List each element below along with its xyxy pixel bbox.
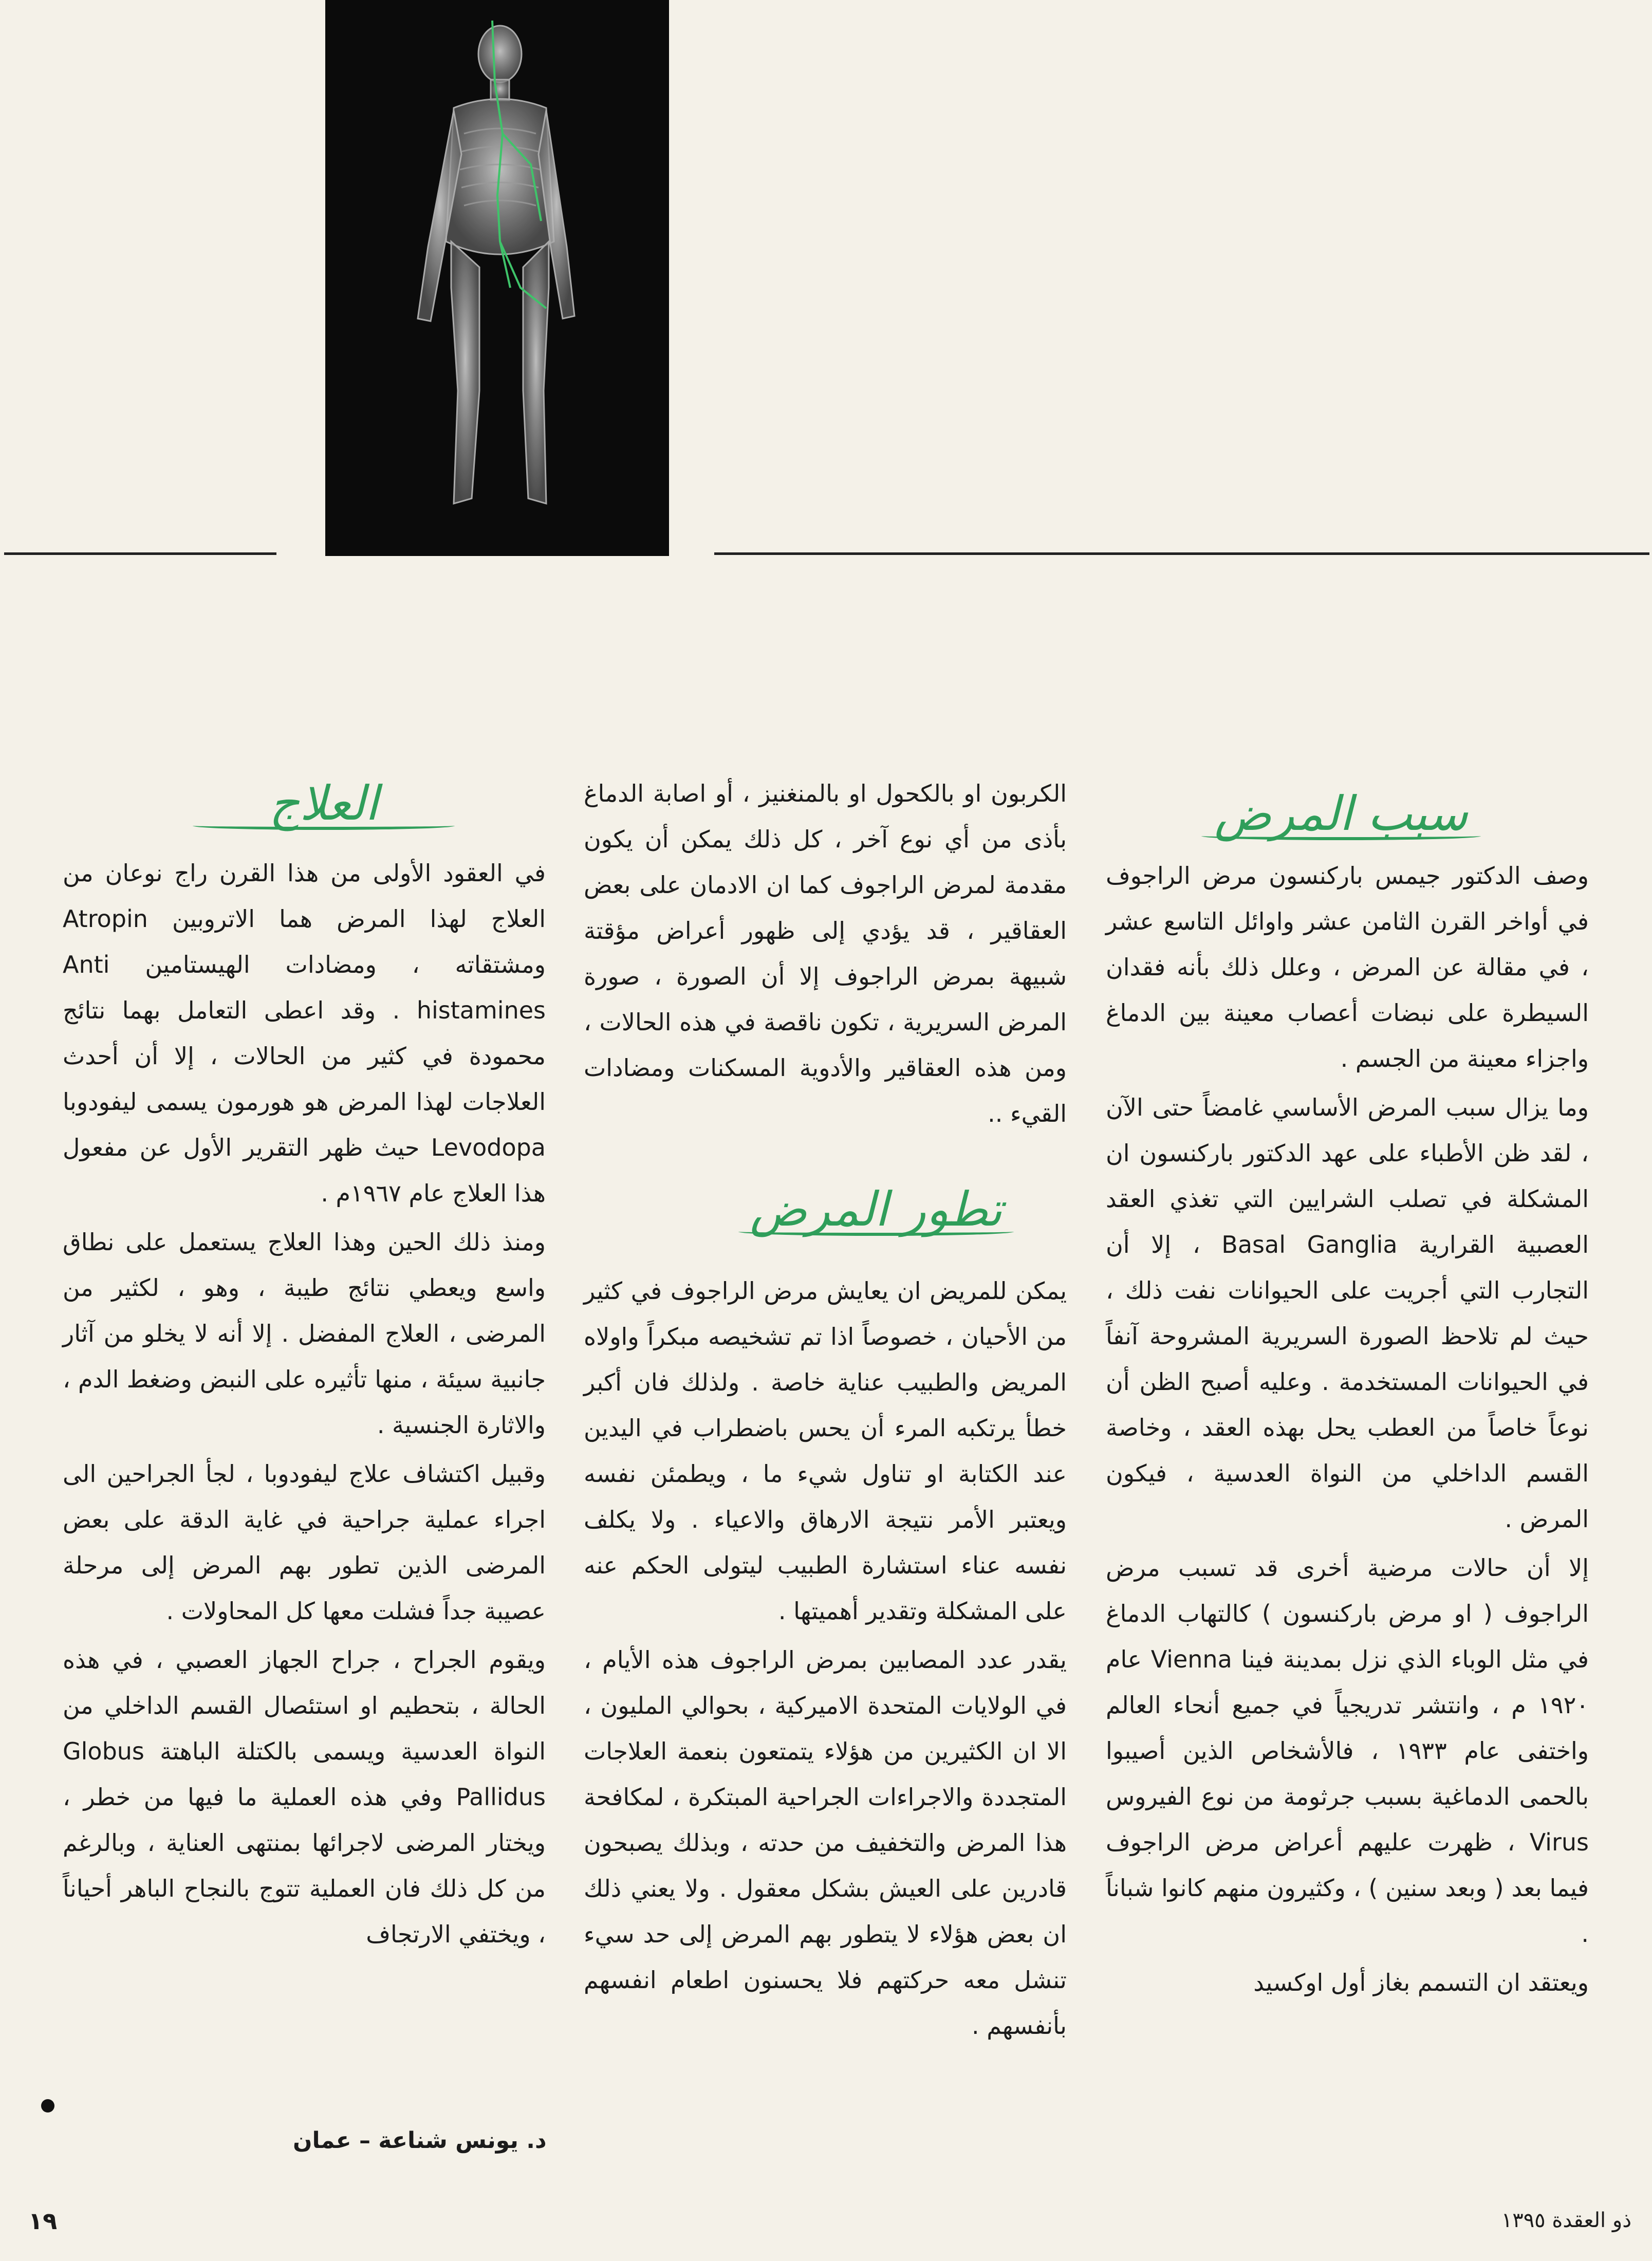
author-credit: د. يونس شناعة – عمان — [293, 2127, 547, 2154]
heading-cause-text: سبب المرض — [1214, 786, 1468, 841]
paragraph: ويقوم الجراح ، جراح الجهاز العصبي ، في هذه الحالة ، بتحطيم او استئصال القسم الداخلي من النواة العدسية ويسمى بالكتلة الباهتة Globus Pallidus وفي هذه العملية ما فيها من خطر ، ويختار المرضى لاجرائها بمنتهى العناية ، وبالرغم من كل ذلك فان العملية تتوج بالنجاح الباهر أحياناً ، ويختفي الارتجاف — [63, 1646, 546, 1948]
issue-date: ذو العقدة ١٣٩٥ — [1501, 2209, 1631, 2232]
paragraph: وصف الدكتور جيمس باركنسون مرض الراجوف في أواخر القرن الثامن عشر واوائل التاسع عشر ، في مقالة عن المرض ، وعلل ذلك بأنه فقدان السيطرة على نبضات أعصاب معينة بين الدماغ واجزاء معينة من الجسم . — [1106, 862, 1589, 1072]
page-number: ١٩ — [28, 2207, 58, 2235]
skeleton-illustration — [325, 0, 669, 556]
paragraph: وما يزال سبب المرض الأساسي غامضاً حتى الآن ، لقد ظن الأطباء على عهد الدكتور باركنسون ان المشكلة في تصلب الشرايين التي تغذي العقد العصبية القرارية Basal Ganglia ، إلا أن التجارب التي أجريت على الحيوانات نفت ذلك ، حيث لم تلاحظ الصورة السريرية المشروحة آنفاً في الحيوانات المستخدمة . وعليه أصبح الظن أن نوعاً خاصاً من العطب يحل بهذه العقد ، وخاصة القسم الداخلي من النواة العدسية ، فيكون المرض . — [1106, 1094, 1589, 1533]
top-rule-left — [4, 552, 276, 555]
column-treatment — [63, 850, 546, 1960]
paragraph: ويعتقد ان التسمم بغاز أول اوكسيد — [1253, 1969, 1589, 1996]
paragraph: في العقود الأولى من هذا القرن راج نوعان من العلاج لهذا المرض هما الاتروبين Atropin ومشتقاته ، ومضادات الهيستامين Anti histamines . وقد اعطى التعامل بهما نتائج محمودة في كثير من الحالات ، إلا أن أحدث العلاجات لهذا المرض هو هورمون يسمى ليفودوبا Levodopa حيث ظهر التقرير الأول عن مفعول هذا العلاج عام ١٩٦٧م . — [63, 859, 546, 1207]
human-body-figure — [325, 0, 669, 556]
heading-treatment-text: العلاج — [269, 776, 379, 831]
paragraph: إلا أن حالات مرضية أخرى قد تسبب مرض الراجوف ( او مرض باركنسون ) كالتهاب الدماغ في مثل الوباء الذي نزل بمدينة فينا Vienna عام ١٩٢٠ م ، وانتشر تدريجياً في جميع أنحاء العالم واختفى عام ١٩٣٣ ، فالأشخاص الذين أصيبوا بالحمى الدماغية بسبب جرثومة من نوع الفيروس Virus ، ظهرت عليهم أعراض مرض الراجوف فيما بعد ( وبعد سنين ) ، وكثيرون منهم كانوا شباناً . — [1106, 1554, 1589, 1948]
top-rule-right — [714, 552, 1649, 555]
column-cause — [1106, 853, 1589, 2009]
heading-cause — [1177, 786, 1506, 840]
heading-treatment — [170, 776, 478, 830]
heading-progression — [714, 1182, 1038, 1236]
column-progression — [584, 771, 1067, 2052]
end-bullet — [41, 2099, 54, 2112]
paragraph: يقدر عدد المصابين بمرض الراجوف هذه الأيام ، في الولايات المتحدة الاميركية ، بحوالي المليون ، الا ان الكثيرين من هؤلاء يتمتعون بنعمة العلاجات المتجددة والاجراءات الجراحية المبتكرة ، لمكافحة هذا المرض والتخفيف من حدته ، وبذلك يصبحون قادرين على العيش بشكل معقول . ولا يعني ذلك ان بعض هؤلاء لا يتطور بهم المرض إلى حد سيء تنشل معه حركتهم فلا يحسنون اطعام انفسهم بأنفسهم . — [584, 1646, 1067, 2040]
paragraph: يمكن للمريض ان يعايش مرض الراجوف في كثير من الأحيان ، خصوصاً اذا تم تشخيصه مبكراً واولاه المريض والطبيب عناية خاصة . ولذلك فان أكبر خطأ يرتكبه المرء أن يحس باضطراب في اليدين عند الكتابة او تناول شيء ما ، ويطمئن نفسه ويعتبر الأمر نتيجة الارهاق والاعياء . ولا يكلف نفسه عناء استشارة الطبيب ليتولى الحكم عنه على المشكلة وتقدير أهميتها . — [584, 1277, 1067, 1625]
paragraph: الكربون او بالكحول او بالمنغنيز ، أو اصابة الدماغ بأذى من أي نوع آخر ، كل ذلك يمكن أن يكون مقدمة لمرض الراجوف كما ان الادمان على بعض العقاقير ، قد يؤدي إلى ظهور أعراض مؤقتة شبيهة بمرض الراجوف إلا أن الصورة ، صورة المرض السريرية ، تكون ناقصة في هذه الحالات ، ومن هذه العقاقير والأدوية المسكنات ومضادات القيء .. — [584, 780, 1067, 1127]
heading-progression-text: تطور المرض — [750, 1182, 1003, 1237]
paragraph: ومنذ ذلك الحين وهذا العلاج يستعمل على نطاق واسع ويعطي نتائج طيبة ، وهو ، لكثير من المرضى ، العلاج المفضل . إلا أنه لا يخلو من آثار جانبية سيئة ، منها تأثيره على النبض وضغط الدم ، والاثارة الجنسية . — [63, 1228, 546, 1439]
paragraph: وقبيل اكتشاف علاج ليفودوبا ، لجأ الجراحين الى اجراء عملية جراحية في غاية الدقة على بعض المرضى الذين تطور بهم المرض إلى مرحلة عصيبة جداً فشلت معها كل المحاولات . — [63, 1460, 546, 1625]
